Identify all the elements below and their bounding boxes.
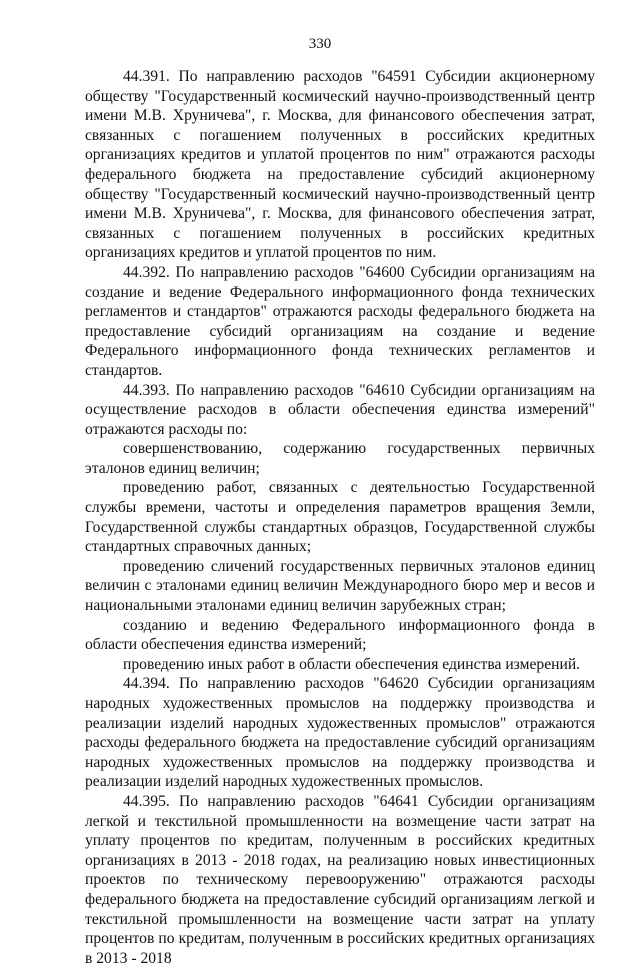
paragraph-44-391: 44.391. По направлению расходов "64591 Субсидии акционерному обществу "Государственный космический научно-производственный центр имени М.В. Хруничева", г. Москва, для финансового обеспечения затрат, связанных с погашением полученных в российских кредитных организациях кредитов и уплатой процентов по ним" отражаются расходы федерального бюджета на предоставление субсидий акционерному обществу "Государственный космический научно-производственный центр имени М.В. Хруничева", г. Москва, для финансового обеспечения затрат, связанных с погашением полученных в российских кредитных организациях кредитов и уплатой процентов по ним. [85,68,595,262]
list-item: совершенствованию, содержанию государственных первичных эталонов единиц величин; [85,440,595,477]
document-body [85,67,595,968]
list-item: проведению работ, связанных с деятельностью Государственной службы времени, частоты и определения параметров вращения Земли, Государственной службы стандартных образцов, Государственной службы стандартных справочных данных; [85,479,595,556]
paragraph-44-394: 44.394. По направлению расходов "64620 Субсидии организациям народных художественных промыслов на поддержку производства и реализации изделий народных художественных промыслов" отражаются расходы федерального бюджета на предоставление субсидий организациям народных художественных промыслов на поддержку производства и реализации изделий народных художественных промыслов. [85,675,595,791]
page-number: 330 [308,36,332,52]
paragraph-44-395: 44.395. По направлению расходов "64641 Субсидии организациям легкой и текстильной промышленности на возмещение части затрат на уплату процентов по кредитам, полученным в российских кредитных организациях в 2013 - 2018 годах, на реализацию новых инвестиционных проектов по техническому перевооружению" отражаются расходы федерального бюджета на предоставление субсидий организациям легкой и текстильной промышленности на возмещение части затрат на уплату процентов по кредитам, полученным в российских кредитных организациях в 2013 - 2018 [85,792,595,967]
list-item: созданию и ведению Федерального информационного фонда в области обеспечения единства измерений; [85,616,595,654]
list-item: проведению сличений государственных первичных эталонов единиц величин с эталонами единиц величин Международного бюро мер и весов и национальными эталонами единиц величин зарубежных стран; [85,557,595,615]
paragraph-44-393: 44.393. По направлению расходов "64610 Субсидии организациям на осуществление расходов в области обеспечения единства измерений" отражаются расходы по: [85,381,595,438]
list-item: проведению иных работ в области обеспечения единства измерений. [123,655,581,673]
paragraph-44-392: 44.392. По направлению расходов "64600 Субсидии организациям на создание и ведение Федерального информационного фонда технических регламентов и стандартов" отражаются расходы федерального бюджета на предоставление субсидий организациям на создание и ведение Федерального информационного фонда технических регламентов и стандартов. [85,263,595,379]
